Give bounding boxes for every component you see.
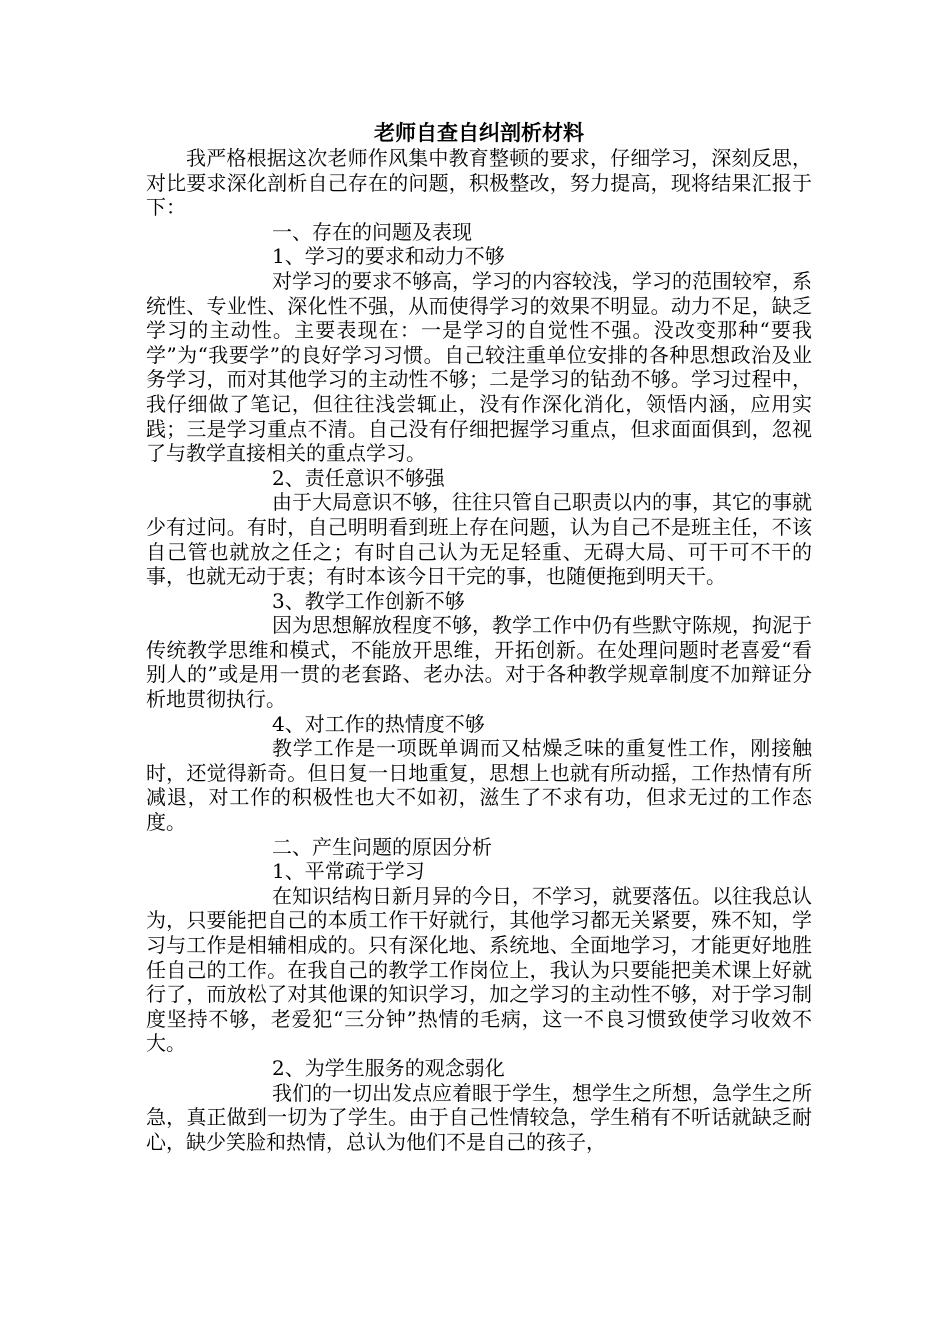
section-heading-problems: 一、存在的问题及表现 [272,219,472,244]
intro-paragraph: 我严格根据这次老师作风集中教育整顿的要求，仔细学习，深刻反思，对比要求深化剖析自己存在的问题，积极整改，努力提高，现将结果汇报于下： [146,146,812,220]
paragraph-enthusiasm: 教学工作是一项既单调而又枯燥乏味的重复性工作，刚接触时，还觉得新奇。但日复一日地重复，思想上也就有所动摇，工作热情有所减退，对工作的积极性也大不如初，滋生了不求有功，但求无过的工作态度。 [146,736,812,835]
subheading-enthusiasm: 4、对工作的热情度不够 [272,711,485,736]
paragraph-learning-motivation: 对学习的要求不够高，学习的内容较浅，学习的范围较窄，系统性、专业性、深化性不强，从而使得学习的效果不明显。动力不足，缺乏学习的主动性。主要表现在：一是学习的自觉性不强。没改变那种“要我学”为“我要学”的良好学习习惯。自己较注重单位安排的各种思想政治及业务学习，而对其他学习的主动性不够；二是学习的钻劲不够。学习过程中，我仔细做了笔记，但往往浅尝辄止，没有作深化消化，领悟内涵，应用实践；三是学习重点不清。自己没有仔细把握学习重点，但求面面俱到，忽视了与教学直接相关的重点学习。 [146,268,812,466]
subheading-innovation: 3、教学工作创新不够 [272,588,465,613]
subheading-responsibility: 2、责任意识不够强 [272,465,445,490]
subheading-learning-motivation: 1、学习的要求和动力不够 [272,244,505,269]
paragraph-responsibility: 由于大局意识不够，往往只管自己职责以内的事，其它的事就少有过问。有时，自己明明看到班上存在问题，认为自己不是班主任，不该自己管也就放之任之；有时自己认为无足轻重、无碍大局、可干可不干的事，也就无动于衷；有时本该今日干完的事，也随便拖到明天干。 [146,490,812,589]
document-title: 老师自查自纠剖析材料 [374,120,584,145]
paragraph-neglect-learning: 在知识结构日新月异的今日，不学习，就要落伍。以往我总认为，只要能把自己的本质工作干好就行，其他学习都无关紧要，殊不知，学习与工作是相辅相成的。只有深化地、系统地、全面地学习，才能更好地胜任自己的工作。在我自己的教学工作岗位上，我认为只要能把美术课上好就行了，而放松了对其他课的知识学习，加之学习的主动性不够，对于学习制度坚持不够，老爱犯“三分钟”热情的毛病，这一不良习惯致使学习收效不大。 [146,883,812,1056]
paragraph-innovation: 因为思想解放程度不够，教学工作中仍有些默守陈规，拘泥于传统教学思维和模式，不能放开思维，开拓创新。在处理问题时老喜爱“看别人的”或是用一贯的老套路、老办法。对于各种教学规章制度不加辩证分析地贯彻执行。 [146,613,812,712]
document-page [146,120,812,1154]
paragraph-service-concept: 我们的一切出发点应着眼于学生，想学生之所想，急学生之所急，真正做到一切为了学生。由于自己性情较急，学生稍有不听话就缺乏耐心，缺少笑脸和热情，总认为他们不是自己的孩子， [146,1080,812,1154]
subheading-neglect-learning: 1、平常疏于学习 [272,859,425,884]
subheading-service-concept: 2、为学生服务的观念弱化 [272,1055,505,1080]
section-heading-causes: 二、产生问题的原因分析 [272,834,492,859]
